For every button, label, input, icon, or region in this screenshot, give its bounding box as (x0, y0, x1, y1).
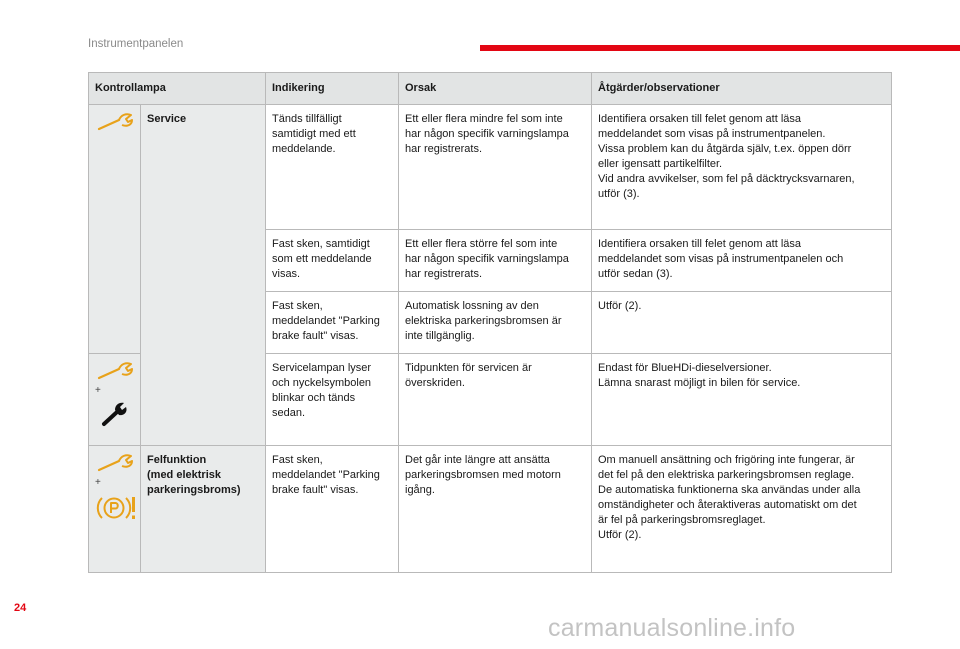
wrench-outline-icon (95, 361, 135, 383)
watermark: carmanualsonline.info (548, 614, 796, 642)
lamp-icon-cell (89, 105, 141, 354)
warning-lamp-table (88, 72, 892, 573)
action-cell: Utför (2). (592, 292, 892, 354)
column-header-lamp: Kontrollampa (89, 73, 266, 105)
table-row (89, 105, 892, 230)
action-cell: Identifiera orsaken till felet genom att läsa meddelandet som visas på instrumentpanelen. Vissa problem kan du åtgärda själv, t.ex. öppen dörr eller igensatt partikelfilter. Vid andra avvikelser, som fel på däcktrycksvarnaren, utför (3). (592, 105, 892, 230)
wrench-filled-icon (100, 401, 130, 427)
indication-cell: Tänds tillfälligt samtidigt med ett meddelande. (266, 105, 399, 230)
cause-cell: Ett eller flera mindre fel som inte har någon specifik varningslampa har registrerats. (399, 105, 592, 230)
column-header-cause: Orsak (399, 73, 592, 105)
indication-cell: Fast sken, meddelandet "Parking brake fault" visas. (266, 292, 399, 354)
action-cell: Om manuell ansättning och frigöring inte fungerar, är det fel på den elektriska parkeringsbromsen reglage. De automatiska funktionerna ska användas under alla omständigheter och återaktiveras automatiskt om det är fel på parkeringsbromsreglaget. Utför (2). (592, 446, 892, 573)
lamp-name-service: Service (141, 105, 266, 446)
wrench-outline-icon (95, 453, 135, 475)
indication-cell: Fast sken, meddelandet "Parking brake fault" visas. (266, 446, 399, 573)
action-cell: Endast för BlueHDi-dieselversioner. Lämna snarast möjligt in bilen för service. (592, 354, 892, 446)
indication-cell: Servicelampan lyser och nyckelsymbolen blinkar och tänds sedan. (266, 354, 399, 446)
section-title: Instrumentpanelen (88, 38, 184, 50)
lamp-icon-cell (89, 446, 141, 573)
lamp-icon-cell (89, 354, 141, 446)
column-header-action: Åtgärder/observationer (592, 73, 892, 105)
page-number: 24 (14, 602, 27, 614)
action-cell: Identifiera orsaken till felet genom att läsa meddelandet som visas på instrumentpanelen och utför sedan (3). (592, 230, 892, 292)
cause-cell: Det går inte längre att ansätta parkeringsbromsen med motorn igång. (399, 446, 592, 573)
table-header-row (89, 73, 892, 105)
table-row (89, 446, 892, 573)
wrench-outline-icon (95, 112, 135, 134)
column-header-indication: Indikering (266, 73, 399, 105)
header-accent-bar (480, 45, 960, 51)
cause-cell: Tidpunkten för servicen är överskriden. (399, 354, 592, 446)
cause-cell: Ett eller flera större fel som inte har någon specifik varningslampa har registrerats. (399, 230, 592, 292)
indication-cell: Fast sken, samtidigt som ett meddelande visas. (266, 230, 399, 292)
lamp-name-brake-fault: Felfunktion (med elektrisk parkeringsbroms) (141, 446, 266, 573)
cause-cell: Automatisk lossning av den elektriska parkeringsbromsen är inte tillgänglig. (399, 292, 592, 354)
parking-brake-warning-icon (95, 493, 139, 523)
plus-sign: + (95, 477, 101, 488)
plus-sign: + (95, 385, 101, 396)
